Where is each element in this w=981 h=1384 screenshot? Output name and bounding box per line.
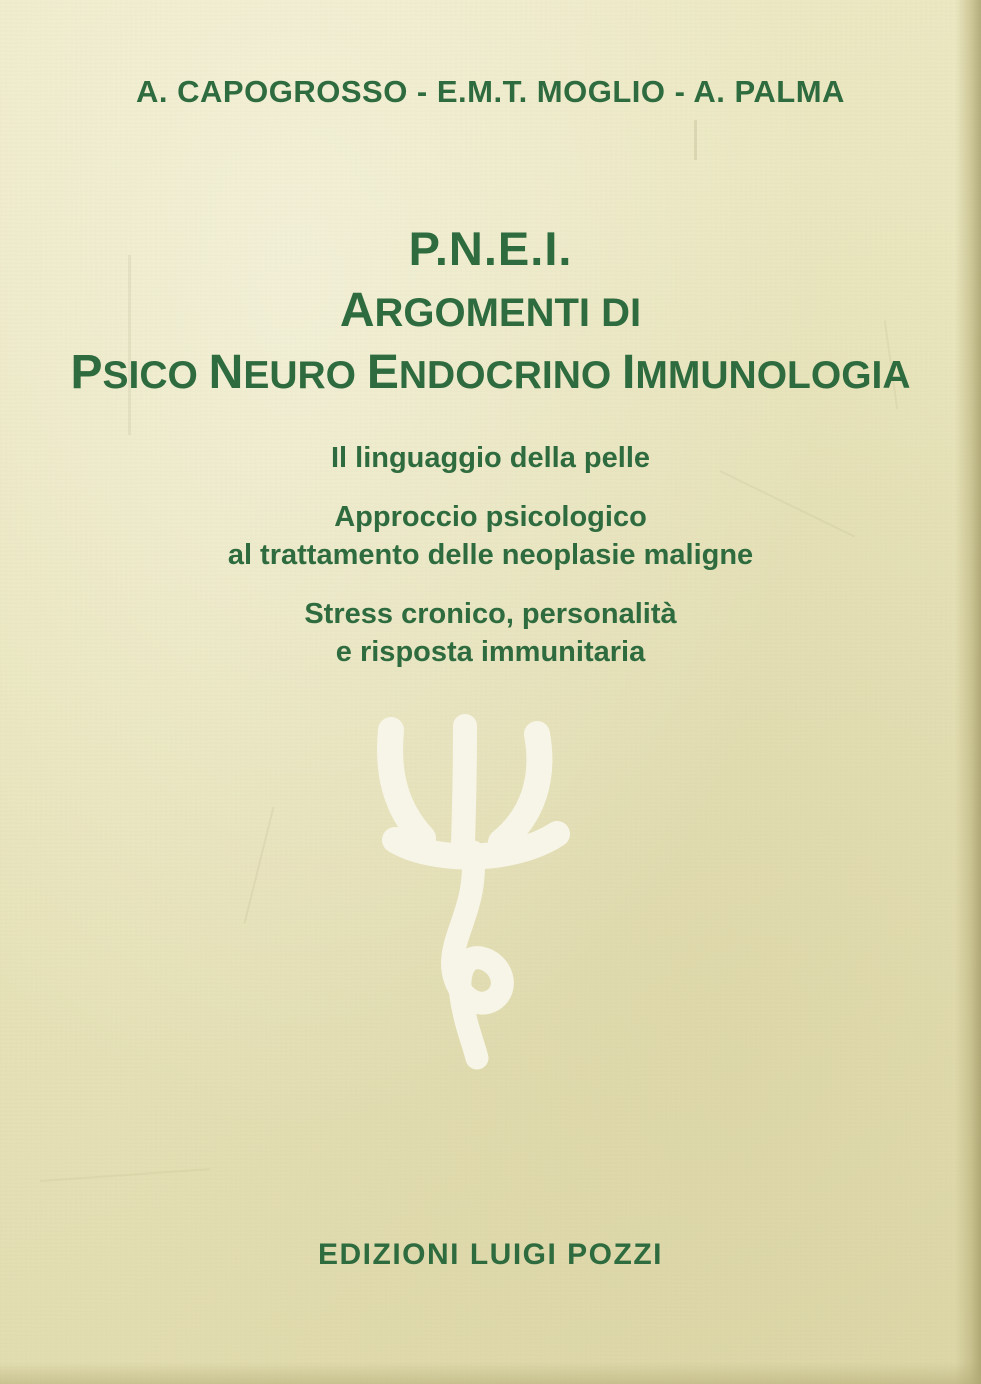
book-title-acronym: P.N.E.I.: [408, 222, 573, 275]
subtitle-line: e risposta immunitaria: [335, 635, 646, 668]
title-line2-initial: A: [339, 284, 375, 338]
word-initial: P: [70, 345, 103, 399]
publisher-name: EDIZIONI LUIGI POZZI: [318, 1238, 663, 1271]
title-block: [0, 222, 981, 401]
paper-scuff-mark: [40, 1168, 210, 1182]
subtitle-list: [0, 440, 981, 671]
book-title-line-3: [0, 344, 981, 402]
subtitle-line: Il linguaggio della pelle: [330, 442, 651, 474]
subtitle-line: al trattamento delle neoplasie maligne: [227, 538, 754, 571]
word-initial: I: [622, 345, 636, 399]
title-line2-rest: RGOMENTI DI: [374, 291, 642, 336]
word-initial: E: [366, 345, 399, 399]
word-rest: NDOCRINO: [398, 353, 623, 397]
word-initial: N: [208, 345, 244, 399]
book-title-line-2: [0, 282, 981, 340]
authors-line: A. CAPOGROSSO - E.M.T. MOGLIO - A. PALMA: [136, 74, 845, 109]
word-rest: MMUNOLOGIA: [635, 353, 911, 397]
subtitle-line: Approccio psicologico: [334, 501, 647, 534]
paper-scuff-mark: [694, 120, 697, 160]
page-edge-shadow: [0, 1362, 981, 1384]
subtitle-line: Stress cronico, personalità: [304, 598, 677, 631]
subtitle-spacer: [0, 477, 981, 499]
psi-symbol-emblem: [0, 712, 981, 1072]
subtitle-spacer: [0, 574, 981, 596]
word-rest: EURO: [243, 353, 367, 397]
word-rest: SICO: [102, 353, 209, 397]
page-edge-shadow: [955, 0, 981, 1384]
